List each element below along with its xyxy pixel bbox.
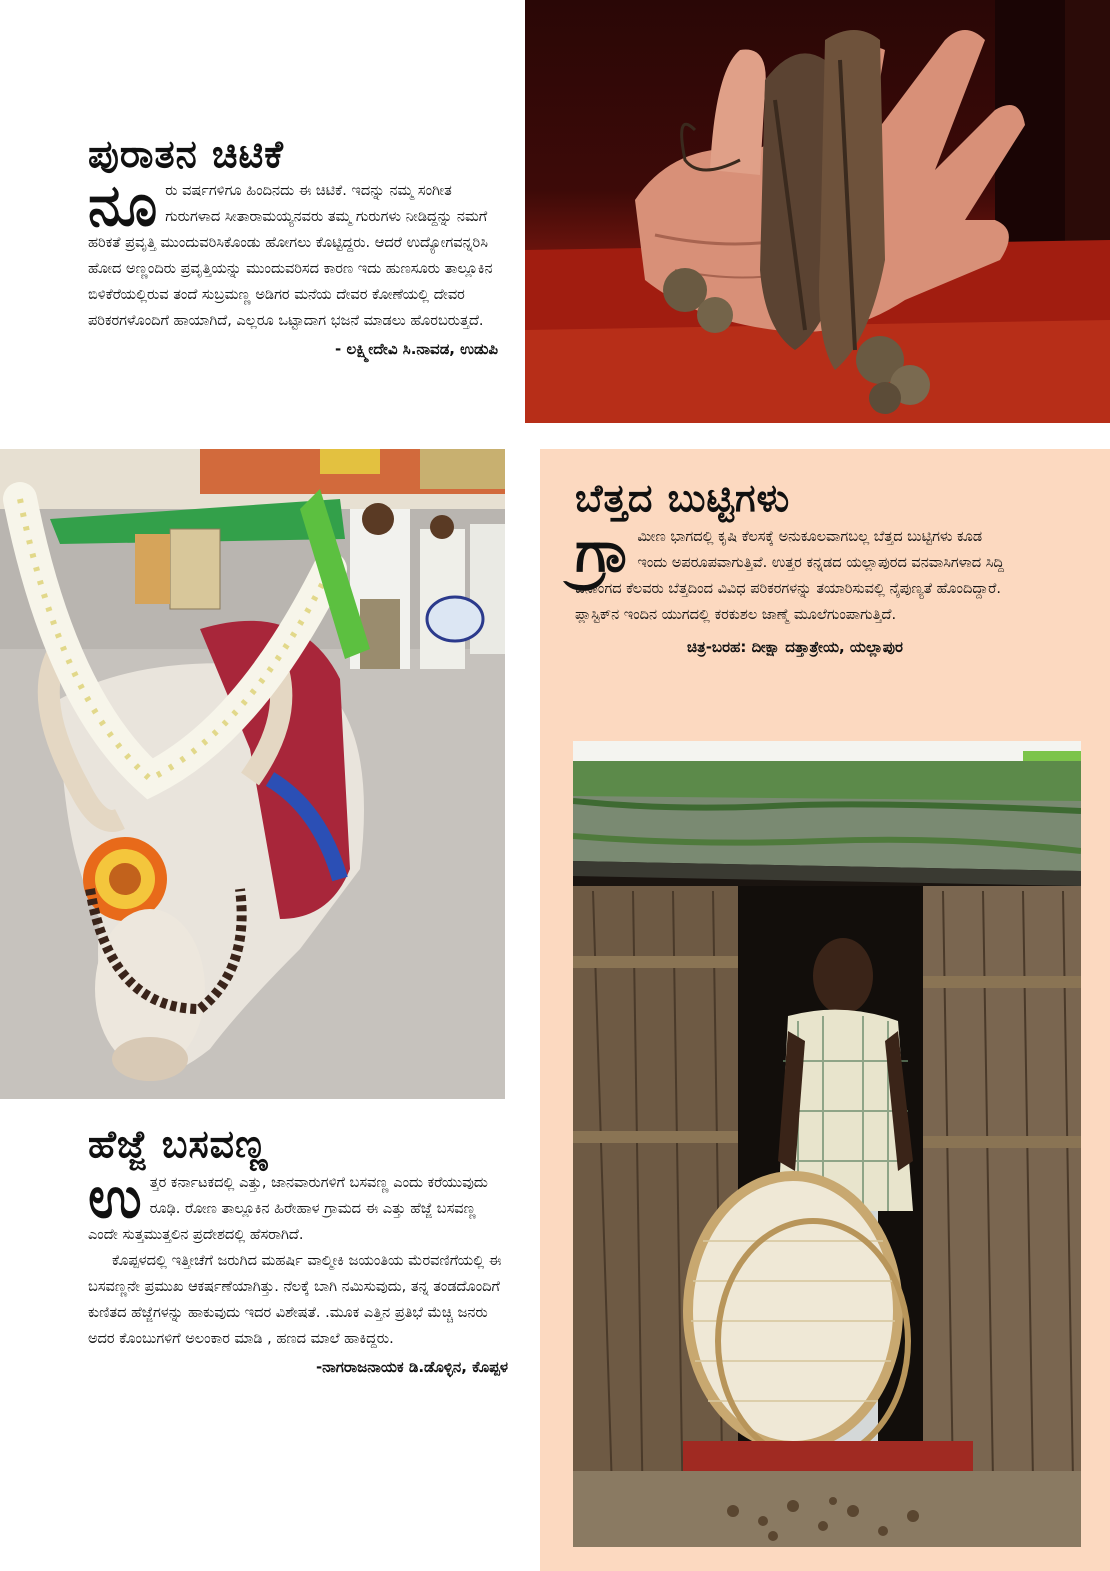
article-body bbox=[88, 1163, 508, 1352]
article-byline: - ಲಕ್ಷ್ಮೀದೇವಿ ಸಿ.ನಾವಡ, ಉಡುಪಿ bbox=[335, 340, 498, 358]
photo-antique-cymbals bbox=[525, 0, 1110, 423]
article-byline: -ನಾಗರಾಜನಾಯಕ ಡಿ.ಡೊಳ್ಳಿನ, ಕೊಪ್ಪಳ bbox=[315, 1358, 508, 1376]
article-body bbox=[575, 517, 1015, 628]
basket-illustration bbox=[573, 741, 1081, 1547]
article-text-second: ಕೊಪ್ಪಳದಲ್ಲಿ ಇತ್ತೀಚೆಗೆ ಜರುಗಿದ ಮಹರ್ಷಿ ವಾಲ್ಮೀಕಿ ಜಯಂತಿಯ ಮೆರವಣಿಗೆಯಲ್ಲಿ ಈ ಬಸವಣ್ಣನೇ ಪ್ರಮುಖ ಆಕರ್ಷಣೆಯಾಗಿತ್ತು. ನೆಲಕ್ಕೆ ಬಾಗಿ ನಮಿಸುವುದು, ತನ್ನ ತಂಡದೊಂದಿಗೆ ಕುಣಿತದ ಹೆಜ್ಜೆಗಳನ್ನು ಹಾಕುವುದು ಇದರ ವಿಶೇಷತೆ. .ಮೂಕ ಎತ್ತಿನ ಪ್ರತಿಭೆ ಮೆಚ್ಚಿ ಜನರು ಅದರ ಕೊಂಬುಗಳಿಗೆ ಅಲಂಕಾರ ಮಾಡಿ , ಹಣದ ಮಾಲೆ ಹಾಕಿದ್ದರು. bbox=[88, 1253, 502, 1347]
article-title: ಹೆಜ್ಜೆ ಬಸವಣ್ಣ bbox=[88, 1122, 269, 1166]
bull-illustration bbox=[0, 449, 505, 1099]
article-buttigalu bbox=[575, 476, 1015, 656]
article-title: ಬೆತ್ತದ ಬುಟ್ಟಿಗಳು bbox=[575, 476, 791, 520]
article-chitike bbox=[88, 132, 498, 358]
article-text: ತ್ತರ ಕರ್ನಾಟಕದಲ್ಲಿ ಎತ್ತು, ಜಾನವಾರುಗಳಿಗೆ ಬಸವಣ್ಣ ಎಂದು ಕರೆಯುವುದು ರೂಢಿ. ರೋಣ ತಾಲ್ಲೂಕಿನ ಹಿರೇಹಾಳ ಗ್ರಾಮದ ಈ ಎತ್ತು ಹೆಜ್ಜೆ ಬಸವಣ್ಣ ಎಂದೇ ಸುತ್ತಮುತ್ತಲಿನ ಪ್ರದೇಶದಲ್ಲಿ ಹೆಸರಾಗಿದೆ. bbox=[88, 1175, 488, 1243]
drop-cap: ಗ್ರಾ bbox=[575, 517, 630, 585]
article-title: ಪುರಾತನ ಚಿಟಿಕೆ bbox=[88, 132, 284, 176]
article-body bbox=[88, 171, 498, 334]
article-text: ರು ವರ್ಷಗಳಿಗೂ ಹಿಂದಿನದು ಈ ಚಿಟಿಕೆ. ಇದನ್ನು ನಮ್ಮ ಸಂಗೀತ ಗುರುಗಳಾದ ಸೀತಾರಾಮಯ್ಯನವರು ತಮ್ಮ ಗುರುಗಳು ನೀಡಿದ್ದನ್ನು ನಮಗೆ ಹರಿಕತೆ ಪ್ರವೃತ್ತಿ ಮುಂದುವರಿಸಿಕೊಂಡು ಹೋಗಲು ಕೊಟ್ಟಿದ್ದರು. ಆದರೆ ಉದ್ಯೋಗವನ್ನರಿಸಿ ಹೋದ ಅಣ್ಣಂದಿರು ಪ್ರವೃತ್ತಿಯನ್ನು ಮುಂದುವರಿಸದ ಕಾರಣ ಇದು ಹುಣಸೂರು ತಾಲ್ಲೂಕಿನ ಬಿಳಿಕೆರೆಯಲ್ಲಿರುವ ತಂದೆ ಸುಬ್ರಮಣ್ಣ ಅಡಿಗರ ಮನೆಯ ದೇವರ ಕೋಣೆಯಲ್ಲಿ ದೇವರ ಪರಿಕರಗಳೊಂದಿಗೆ ಹಾಯಾಗಿದೆ, ಎಲ್ಲರೂ ಒಟ್ಟಾದಾಗ ಭಜನೆ ಮಾಡಲು ಹೊರಬರುತ್ತದೆ. bbox=[88, 183, 493, 329]
article-byline: ಚಿತ್ರ-ಬರಹ: ದೀಕ್ಷಾ ದತ್ತಾತ್ರೇಯ, ಯಲ್ಲಾಪುರ bbox=[687, 638, 903, 656]
cymbals-illustration bbox=[525, 0, 1110, 423]
drop-cap: ಉ bbox=[88, 1163, 142, 1231]
article-text: ಮೀಣ ಭಾಗದಲ್ಲಿ ಕೃಷಿ ಕೆಲಸಕ್ಕೆ ಅನುಕೂಲವಾಗಬಲ್ಲ ಬೆತ್ತದ ಬುಟ್ಟಿಗಳು ಕೂಡ ಇಂದು ಅಪರೂಪವಾಗುತ್ತಿವೆ. ಉತ್ತರ ಕನ್ನಡದ ಯಲ್ಲಾಪುರದ ವನವಾಸಿಗಳಾದ ಸಿದ್ದಿ ಜನಾಂಗದ ಕೆಲವರು ಬೆತ್ತದಿಂದ ವಿವಿಧ ಪರಿಕರಗಳನ್ನು ತಯಾರಿಸುವಲ್ಲಿ ನೈಪುಣ್ಯತೆ ಹೊಂದಿದ್ದಾರೆ. ಪ್ಲಾಸ್ಟಿಕ್‌ನ ಇಂದಿನ ಯುಗದಲ್ಲಿ ಕರಕುಶಲ ಜಾಣ್ಮೆ ಮೂಲೆಗುಂಪಾಗುತ್ತಿದೆ. bbox=[575, 529, 1005, 623]
article-basavanna bbox=[88, 1122, 508, 1376]
photo-cane-basket bbox=[573, 741, 1081, 1547]
photo-decorated-bull bbox=[0, 449, 505, 1099]
drop-cap: ನೂ bbox=[88, 171, 158, 239]
